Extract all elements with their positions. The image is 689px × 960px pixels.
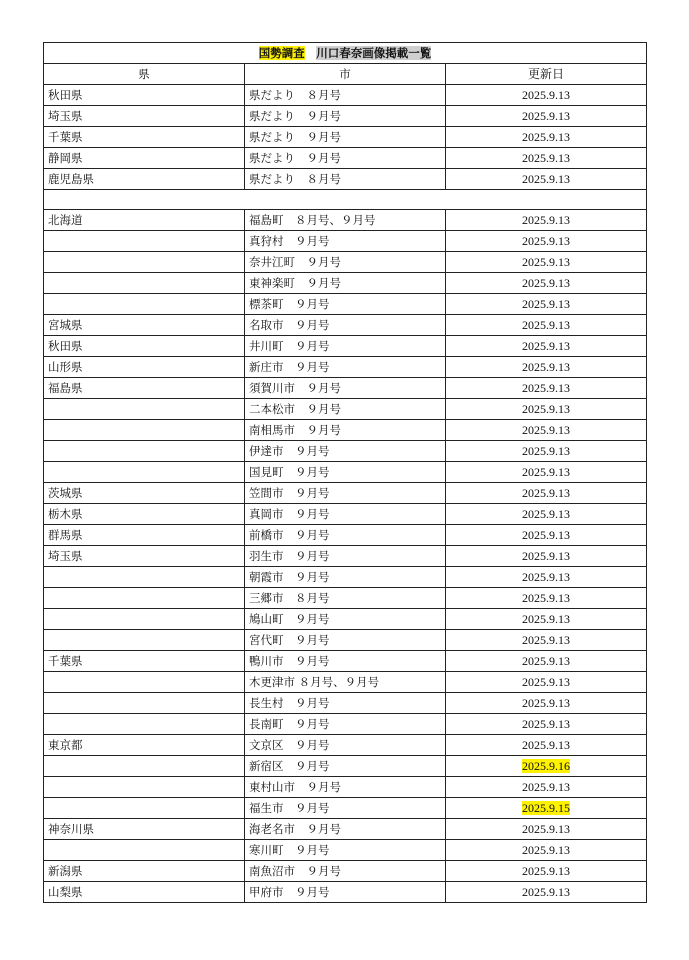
table-row [44, 106, 647, 127]
city-cell: 朝霞市 ９月号 [245, 567, 446, 588]
pref-cell [44, 441, 245, 462]
date-cell: 2025.9.13 [446, 504, 647, 525]
pref-cell: 群馬県 [44, 525, 245, 546]
date-cell: 2025.9.13 [446, 127, 647, 148]
pref-cell [44, 840, 245, 861]
pref-cell: 山形県 [44, 357, 245, 378]
pref-cell: 栃木県 [44, 504, 245, 525]
date-cell: 2025.9.13 [446, 882, 647, 903]
date-cell: 2025.9.13 [446, 231, 647, 252]
city-cell: 新宿区 ９月号 [245, 756, 446, 777]
title-survey: 国勢調査 [258, 46, 305, 60]
city-cell: 伊達市 ９月号 [245, 441, 446, 462]
table-row [44, 840, 647, 861]
city-cell: 甲府市 ９月号 [245, 882, 446, 903]
table-row [44, 462, 647, 483]
highlighted-date: 2025.9.16 [522, 759, 570, 774]
table-row [44, 735, 647, 756]
city-cell: 二本松市 ９月号 [245, 399, 446, 420]
city-cell: 長南町 ９月号 [245, 714, 446, 735]
city-cell: 奈井江町 ９月号 [245, 252, 446, 273]
date-cell: 2025.9.13 [446, 357, 647, 378]
city-cell: 南相馬市 ９月号 [245, 420, 446, 441]
city-cell: 井川町 ９月号 [245, 336, 446, 357]
city-cell: 県だより ９月号 [245, 106, 446, 127]
city-cell: 木更津市 ８月号、９月号 [245, 672, 446, 693]
pref-cell [44, 714, 245, 735]
date-cell: 2025.9.13 [446, 630, 647, 651]
date-cell: 2025.9.13 [446, 462, 647, 483]
date-cell: 2025.9.13 [446, 546, 647, 567]
city-cell: 県だより ９月号 [245, 127, 446, 148]
pref-cell: 宮城県 [44, 315, 245, 336]
pref-cell [44, 693, 245, 714]
city-cell: 東神楽町 ９月号 [245, 273, 446, 294]
date-cell: 2025.9.13 [446, 273, 647, 294]
city-cell: 前橋市 ９月号 [245, 525, 446, 546]
date-cell: 2025.9.13 [446, 651, 647, 672]
table-row [44, 525, 647, 546]
listing-table [43, 42, 647, 903]
pref-cell [44, 588, 245, 609]
date-cell: 2025.9.13 [446, 735, 647, 756]
pref-cell [44, 231, 245, 252]
table-row [44, 315, 647, 336]
pref-cell [44, 420, 245, 441]
table-row [44, 294, 647, 315]
city-cell: 国見町 ９月号 [245, 462, 446, 483]
city-cell: 長生村 ９月号 [245, 693, 446, 714]
city-cell: 須賀川市 ９月号 [245, 378, 446, 399]
pref-cell: 茨城県 [44, 483, 245, 504]
date-cell [446, 756, 647, 777]
date-cell: 2025.9.13 [446, 777, 647, 798]
header-date: 更新日 [446, 64, 647, 85]
header-pref: 県 [44, 64, 245, 85]
city-cell: 宮代町 ９月号 [245, 630, 446, 651]
city-cell: 標茶町 ９月号 [245, 294, 446, 315]
pref-cell: 秋田県 [44, 85, 245, 106]
table-row [44, 210, 647, 231]
pref-cell [44, 252, 245, 273]
table-row [44, 798, 647, 819]
city-cell: 寒川町 ９月号 [245, 840, 446, 861]
table-row [44, 693, 647, 714]
date-cell: 2025.9.13 [446, 148, 647, 169]
date-cell: 2025.9.13 [446, 315, 647, 336]
pref-cell: 山梨県 [44, 882, 245, 903]
table-row [44, 609, 647, 630]
pref-cell [44, 798, 245, 819]
date-cell: 2025.9.13 [446, 441, 647, 462]
table-row [44, 399, 647, 420]
pref-cell [44, 399, 245, 420]
pref-cell [44, 630, 245, 651]
table-row [44, 546, 647, 567]
table-row [44, 420, 647, 441]
city-cell: 真狩村 ９月号 [245, 231, 446, 252]
header-row [44, 64, 647, 85]
date-cell: 2025.9.13 [446, 106, 647, 127]
pref-cell: 鹿児島県 [44, 169, 245, 190]
city-cell: 真岡市 ９月号 [245, 504, 446, 525]
header-city: 市 [245, 64, 446, 85]
city-cell: 県だより ８月号 [245, 85, 446, 106]
pref-cell: 新潟県 [44, 861, 245, 882]
table-row [44, 441, 647, 462]
city-cell: 福生市 ９月号 [245, 798, 446, 819]
pref-cell: 北海道 [44, 210, 245, 231]
table-row [44, 85, 647, 106]
city-cell: 南魚沼市 ９月号 [245, 861, 446, 882]
date-cell: 2025.9.13 [446, 567, 647, 588]
table-row [44, 861, 647, 882]
pref-cell [44, 672, 245, 693]
pref-cell [44, 756, 245, 777]
city-cell: 鳩山町 ９月号 [245, 609, 446, 630]
date-cell: 2025.9.13 [446, 210, 647, 231]
table-row [44, 252, 647, 273]
date-cell: 2025.9.13 [446, 609, 647, 630]
pref-cell [44, 567, 245, 588]
pref-cell: 福島県 [44, 378, 245, 399]
table-row [44, 819, 647, 840]
table-row [44, 630, 647, 651]
date-cell: 2025.9.13 [446, 714, 647, 735]
table-row [44, 148, 647, 169]
table-row [44, 714, 647, 735]
city-cell: 海老名市 ９月号 [245, 819, 446, 840]
table-row [44, 378, 647, 399]
table-row [44, 231, 647, 252]
table-row [44, 777, 647, 798]
table-row [44, 273, 647, 294]
city-cell: 笠間市 ９月号 [245, 483, 446, 504]
title-listing: 川口春奈画像掲載一覧 [316, 46, 432, 60]
date-cell: 2025.9.13 [446, 840, 647, 861]
separator-cell [44, 190, 647, 210]
pref-cell: 神奈川県 [44, 819, 245, 840]
pref-cell: 千葉県 [44, 127, 245, 148]
table-row [44, 504, 647, 525]
pref-cell: 埼玉県 [44, 106, 245, 127]
pref-cell [44, 294, 245, 315]
city-cell: 名取市 ９月号 [245, 315, 446, 336]
date-cell [446, 798, 647, 819]
title-row [44, 43, 647, 64]
pref-cell: 千葉県 [44, 651, 245, 672]
date-cell: 2025.9.13 [446, 252, 647, 273]
city-cell: 文京区 ９月号 [245, 735, 446, 756]
date-cell: 2025.9.13 [446, 525, 647, 546]
table-row [44, 882, 647, 903]
highlighted-date: 2025.9.15 [522, 801, 570, 816]
table-title [44, 43, 647, 64]
pref-cell [44, 273, 245, 294]
table-row [44, 651, 647, 672]
date-cell: 2025.9.13 [446, 483, 647, 504]
city-cell: 新庄市 ９月号 [245, 357, 446, 378]
pref-cell [44, 462, 245, 483]
table-row [44, 756, 647, 777]
table-row [44, 127, 647, 148]
city-cell: 東村山市 ９月号 [245, 777, 446, 798]
date-cell: 2025.9.13 [446, 588, 647, 609]
date-cell: 2025.9.13 [446, 336, 647, 357]
date-cell: 2025.9.13 [446, 85, 647, 106]
date-cell: 2025.9.13 [446, 420, 647, 441]
pref-cell [44, 609, 245, 630]
city-cell: 県だより ９月号 [245, 148, 446, 169]
date-cell: 2025.9.13 [446, 861, 647, 882]
table-row [44, 169, 647, 190]
pref-cell: 秋田県 [44, 336, 245, 357]
table-row [44, 483, 647, 504]
city-cell: 鴨川市 ９月号 [245, 651, 446, 672]
date-cell: 2025.9.13 [446, 378, 647, 399]
date-cell: 2025.9.13 [446, 819, 647, 840]
pref-cell: 静岡県 [44, 148, 245, 169]
table-row [44, 588, 647, 609]
date-cell: 2025.9.13 [446, 693, 647, 714]
table-row [44, 357, 647, 378]
city-cell: 県だより ８月号 [245, 169, 446, 190]
city-cell: 三郷市 ８月号 [245, 588, 446, 609]
date-cell: 2025.9.13 [446, 399, 647, 420]
listing-table-body [44, 43, 647, 903]
table-row [44, 336, 647, 357]
date-cell: 2025.9.13 [446, 169, 647, 190]
pref-cell [44, 777, 245, 798]
city-cell: 羽生市 ９月号 [245, 546, 446, 567]
pref-cell: 埼玉県 [44, 546, 245, 567]
pref-cell: 東京都 [44, 735, 245, 756]
date-cell: 2025.9.13 [446, 672, 647, 693]
city-cell: 福島町 ８月号、９月号 [245, 210, 446, 231]
table-row [44, 672, 647, 693]
table-row [44, 567, 647, 588]
section-separator-row [44, 190, 647, 210]
date-cell: 2025.9.13 [446, 294, 647, 315]
